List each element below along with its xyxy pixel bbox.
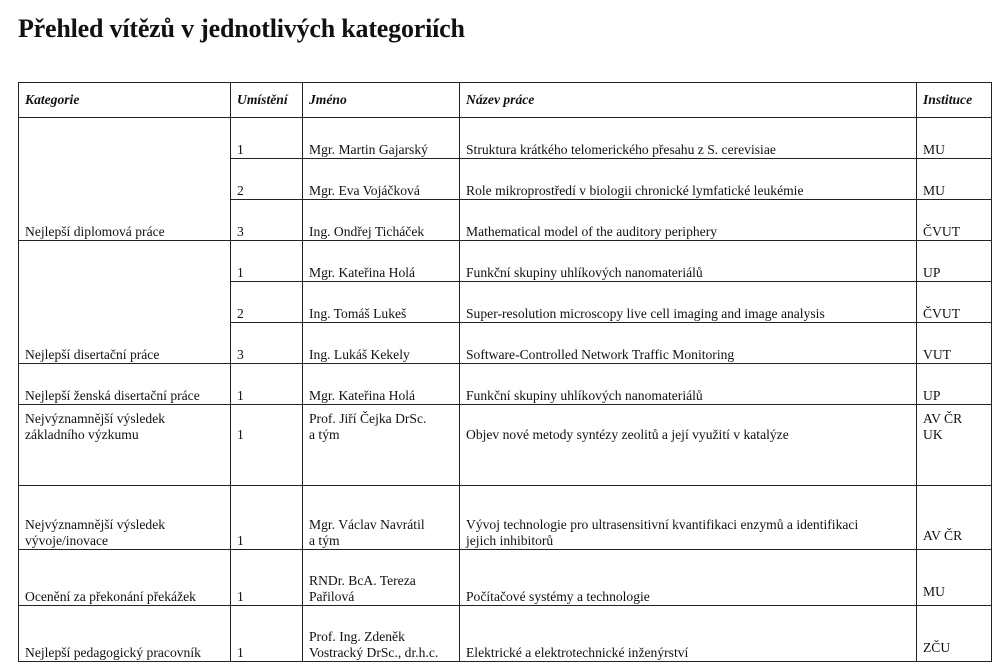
name-line: a tým bbox=[309, 427, 340, 442]
rank-cell: 1 bbox=[231, 118, 303, 159]
rank-cell: 1 bbox=[231, 550, 303, 606]
table-row bbox=[19, 364, 992, 405]
name-cell bbox=[303, 486, 460, 550]
header-category: Kategorie bbox=[19, 83, 231, 118]
thesis-cell: Objev nové metody syntézy zeolitů a její využití v katalýze bbox=[460, 405, 917, 486]
table-header-row bbox=[19, 83, 992, 118]
name-cell bbox=[303, 550, 460, 606]
category-cell: Nejlepší pedagogický pracovník bbox=[19, 606, 231, 662]
name-line: Mgr. Václav Navrátil bbox=[309, 517, 425, 532]
category-cell: Ocenění za překonání překážek bbox=[19, 550, 231, 606]
institution-cell: MU bbox=[917, 550, 992, 606]
name-line: Prof. Jiří Čejka DrSc. bbox=[309, 411, 427, 426]
thesis-line: Vývoj technologie pro ultrasensitivní kvantifikaci enzymů a identifikaci bbox=[466, 517, 859, 532]
thesis-cell bbox=[460, 486, 917, 550]
thesis-cell: Počítačové systémy a technologie bbox=[460, 550, 917, 606]
table-row bbox=[19, 486, 992, 550]
table-row bbox=[19, 405, 992, 486]
name-line: RNDr. BcA. Tereza bbox=[309, 573, 416, 588]
institution-cell: ČVUT bbox=[917, 200, 992, 241]
rank-cell: 1 bbox=[231, 241, 303, 282]
name-cell: Ing. Ondřej Ticháček bbox=[303, 200, 460, 241]
institution-cell: MU bbox=[917, 159, 992, 200]
name-cell: Ing. Lukáš Kekely bbox=[303, 323, 460, 364]
category-line: Nejvýznamnější výsledek bbox=[25, 517, 166, 532]
name-cell: Mgr. Kateřina Holá bbox=[303, 241, 460, 282]
rank-cell: 1 bbox=[231, 606, 303, 662]
name-cell bbox=[303, 606, 460, 662]
header-thesis: Název práce bbox=[460, 83, 917, 118]
thesis-cell: Mathematical model of the auditory periphery bbox=[460, 200, 917, 241]
category-cell: Nejlepší disertační práce bbox=[19, 241, 231, 364]
institution-line: UK bbox=[923, 427, 943, 442]
institution-cell: UP bbox=[917, 364, 992, 405]
header-institution: Instituce bbox=[917, 83, 992, 118]
table-row bbox=[19, 118, 992, 159]
winners-table bbox=[18, 82, 992, 662]
institution-cell: AV ČR bbox=[917, 486, 992, 550]
name-cell: Ing. Tomáš Lukeš bbox=[303, 282, 460, 323]
institution-cell: ZČU bbox=[917, 606, 992, 662]
thesis-cell: Funkční skupiny uhlíkových nanomateriálů bbox=[460, 241, 917, 282]
thesis-cell: Struktura krátkého telomerického přesahu z S. cerevisiae bbox=[460, 118, 917, 159]
table-row bbox=[19, 241, 992, 282]
category-line: Nejvýznamnější výsledek bbox=[25, 411, 166, 426]
name-line: a tým bbox=[309, 533, 340, 548]
thesis-cell: Super-resolution microscopy live cell imaging and image analysis bbox=[460, 282, 917, 323]
category-cell: Nejlepší ženská disertační práce bbox=[19, 364, 231, 405]
category-cell bbox=[19, 486, 231, 550]
name-cell bbox=[303, 405, 460, 486]
header-rank: Umístění bbox=[231, 83, 303, 118]
thesis-cell: Role mikroprostředí v biologii chronické lymfatické leukémie bbox=[460, 159, 917, 200]
rank-cell: 1 bbox=[231, 405, 303, 486]
institution-cell: VUT bbox=[917, 323, 992, 364]
name-line: Prof. Ing. Zdeněk bbox=[309, 629, 405, 644]
category-line: základního výzkumu bbox=[25, 427, 139, 442]
thesis-cell: Software-Controlled Network Traffic Monitoring bbox=[460, 323, 917, 364]
rank-cell: 1 bbox=[231, 364, 303, 405]
thesis-cell: Elektrické a elektrotechnické inženýrství bbox=[460, 606, 917, 662]
table-row bbox=[19, 550, 992, 606]
page-title: Přehled vítězů v jednotlivých kategoriích bbox=[18, 14, 465, 43]
category-cell: Nejlepší diplomová práce bbox=[19, 118, 231, 241]
category-cell bbox=[19, 405, 231, 486]
rank-cell: 2 bbox=[231, 159, 303, 200]
institution-cell: UP bbox=[917, 241, 992, 282]
name-cell: Mgr. Martin Gajarský bbox=[303, 118, 460, 159]
category-line: vývoje/inovace bbox=[25, 533, 109, 548]
institution-cell bbox=[917, 405, 992, 486]
name-cell: Mgr. Eva Vojáčková bbox=[303, 159, 460, 200]
thesis-line: jejich inhibitorů bbox=[466, 533, 554, 548]
thesis-cell: Funkční skupiny uhlíkových nanomateriálů bbox=[460, 364, 917, 405]
header-name: Jméno bbox=[303, 83, 460, 118]
rank-cell: 3 bbox=[231, 323, 303, 364]
name-line: Vostracký DrSc., dr.h.c. bbox=[309, 645, 439, 660]
rank-cell: 3 bbox=[231, 200, 303, 241]
rank-cell: 2 bbox=[231, 282, 303, 323]
institution-cell: MU bbox=[917, 118, 992, 159]
institution-line: AV ČR bbox=[923, 411, 963, 426]
rank-cell: 1 bbox=[231, 486, 303, 550]
institution-cell: ČVUT bbox=[917, 282, 992, 323]
name-line: Pařilová bbox=[309, 589, 355, 604]
table-row bbox=[19, 606, 992, 662]
name-cell: Mgr. Kateřina Holá bbox=[303, 364, 460, 405]
